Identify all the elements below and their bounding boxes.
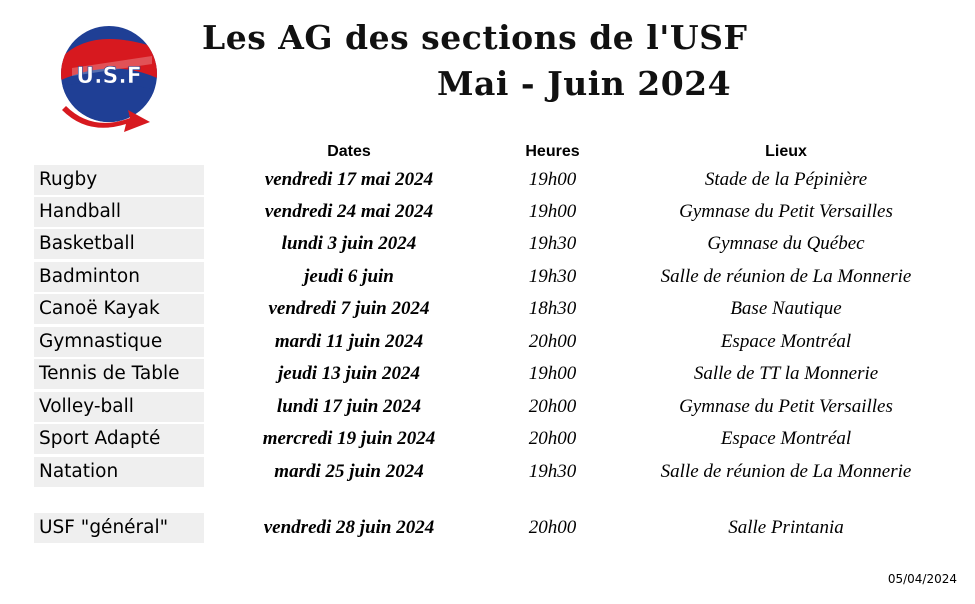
section-name: Tennis de Table	[34, 359, 204, 389]
row-lieu: Espace Montréal	[720, 428, 852, 449]
row-lieu: Gymnase du Petit Versailles	[679, 201, 893, 222]
table-row	[0, 164, 975, 196]
row-date: vendredi 7 juin 2024	[268, 298, 430, 319]
row-date: mercredi 19 juin 2024	[262, 428, 436, 449]
row-heure: 20h00	[528, 517, 577, 538]
row-heure: 19h00	[528, 201, 577, 222]
table-row	[0, 196, 975, 228]
table-row	[0, 423, 975, 455]
row-lieu: Salle de réunion de La Monnerie	[660, 266, 912, 287]
column-header-lieux: Lieux	[765, 143, 807, 160]
row-heure: 19h00	[528, 363, 577, 384]
section-name: Canoë Kayak	[34, 294, 204, 324]
row-lieu: Gymnase du Québec	[707, 233, 865, 254]
column-header-heures: Heures	[525, 143, 580, 160]
table-row-general	[0, 512, 975, 544]
row-lieu: Salle de TT la Monnerie	[693, 363, 879, 384]
row-date: lundi 3 juin 2024	[281, 233, 417, 254]
table-row	[0, 391, 975, 423]
logo-text: U.S.F	[76, 64, 142, 89]
row-heure: 20h00	[528, 396, 577, 417]
section-name: Sport Adapté	[34, 424, 204, 454]
row-heure: 20h00	[528, 331, 577, 352]
section-name: Gymnastique	[34, 327, 204, 357]
table-row	[0, 326, 975, 358]
document-date: 05/04/2024	[887, 572, 957, 586]
row-date: jeudi 13 juin 2024	[278, 363, 420, 384]
usf-logo-graphic	[52, 18, 170, 136]
page-title-line1: Les AG des sections de l'USF	[202, 18, 748, 57]
row-lieu: Stade de la Pépinière	[704, 169, 868, 190]
row-lieu: Base Nautique	[730, 298, 842, 319]
row-date: mardi 11 juin 2024	[274, 331, 424, 352]
section-name: Volley-ball	[34, 392, 204, 422]
table-row	[0, 456, 975, 488]
row-date: jeudi 6 juin	[304, 266, 394, 287]
row-heure: 19h00	[528, 169, 577, 190]
section-name: Handball	[34, 197, 204, 227]
row-heure: 20h00	[528, 428, 577, 449]
row-heure: 19h30	[528, 233, 577, 254]
table-row	[0, 228, 975, 260]
section-name: Natation	[34, 457, 204, 487]
row-heure: 19h30	[528, 266, 577, 287]
row-lieu: Salle de réunion de La Monnerie	[660, 461, 912, 482]
row-date: mardi 25 juin 2024	[274, 461, 424, 482]
table-row	[0, 293, 975, 325]
row-date: lundi 17 juin 2024	[276, 396, 422, 417]
row-heure: 18h30	[528, 298, 577, 319]
row-date: vendredi 17 mai 2024	[264, 169, 434, 190]
section-name: Basketball	[34, 229, 204, 259]
row-date: vendredi 24 mai 2024	[264, 201, 434, 222]
row-heure: 19h30	[528, 461, 577, 482]
row-lieu: Gymnase du Petit Versailles	[679, 396, 893, 417]
row-lieu: Salle Printania	[728, 517, 844, 538]
table-row	[0, 261, 975, 293]
column-header-dates: Dates	[327, 143, 371, 160]
page-title-line2: Mai - Juin 2024	[437, 64, 732, 103]
section-name: USF "général"	[34, 513, 204, 543]
row-date: vendredi 28 juin 2024	[263, 517, 435, 538]
section-name: Rugby	[34, 165, 204, 195]
usf-logo	[52, 18, 170, 136]
row-lieu: Espace Montréal	[720, 331, 852, 352]
section-name: Badminton	[34, 262, 204, 292]
table-row	[0, 358, 975, 390]
